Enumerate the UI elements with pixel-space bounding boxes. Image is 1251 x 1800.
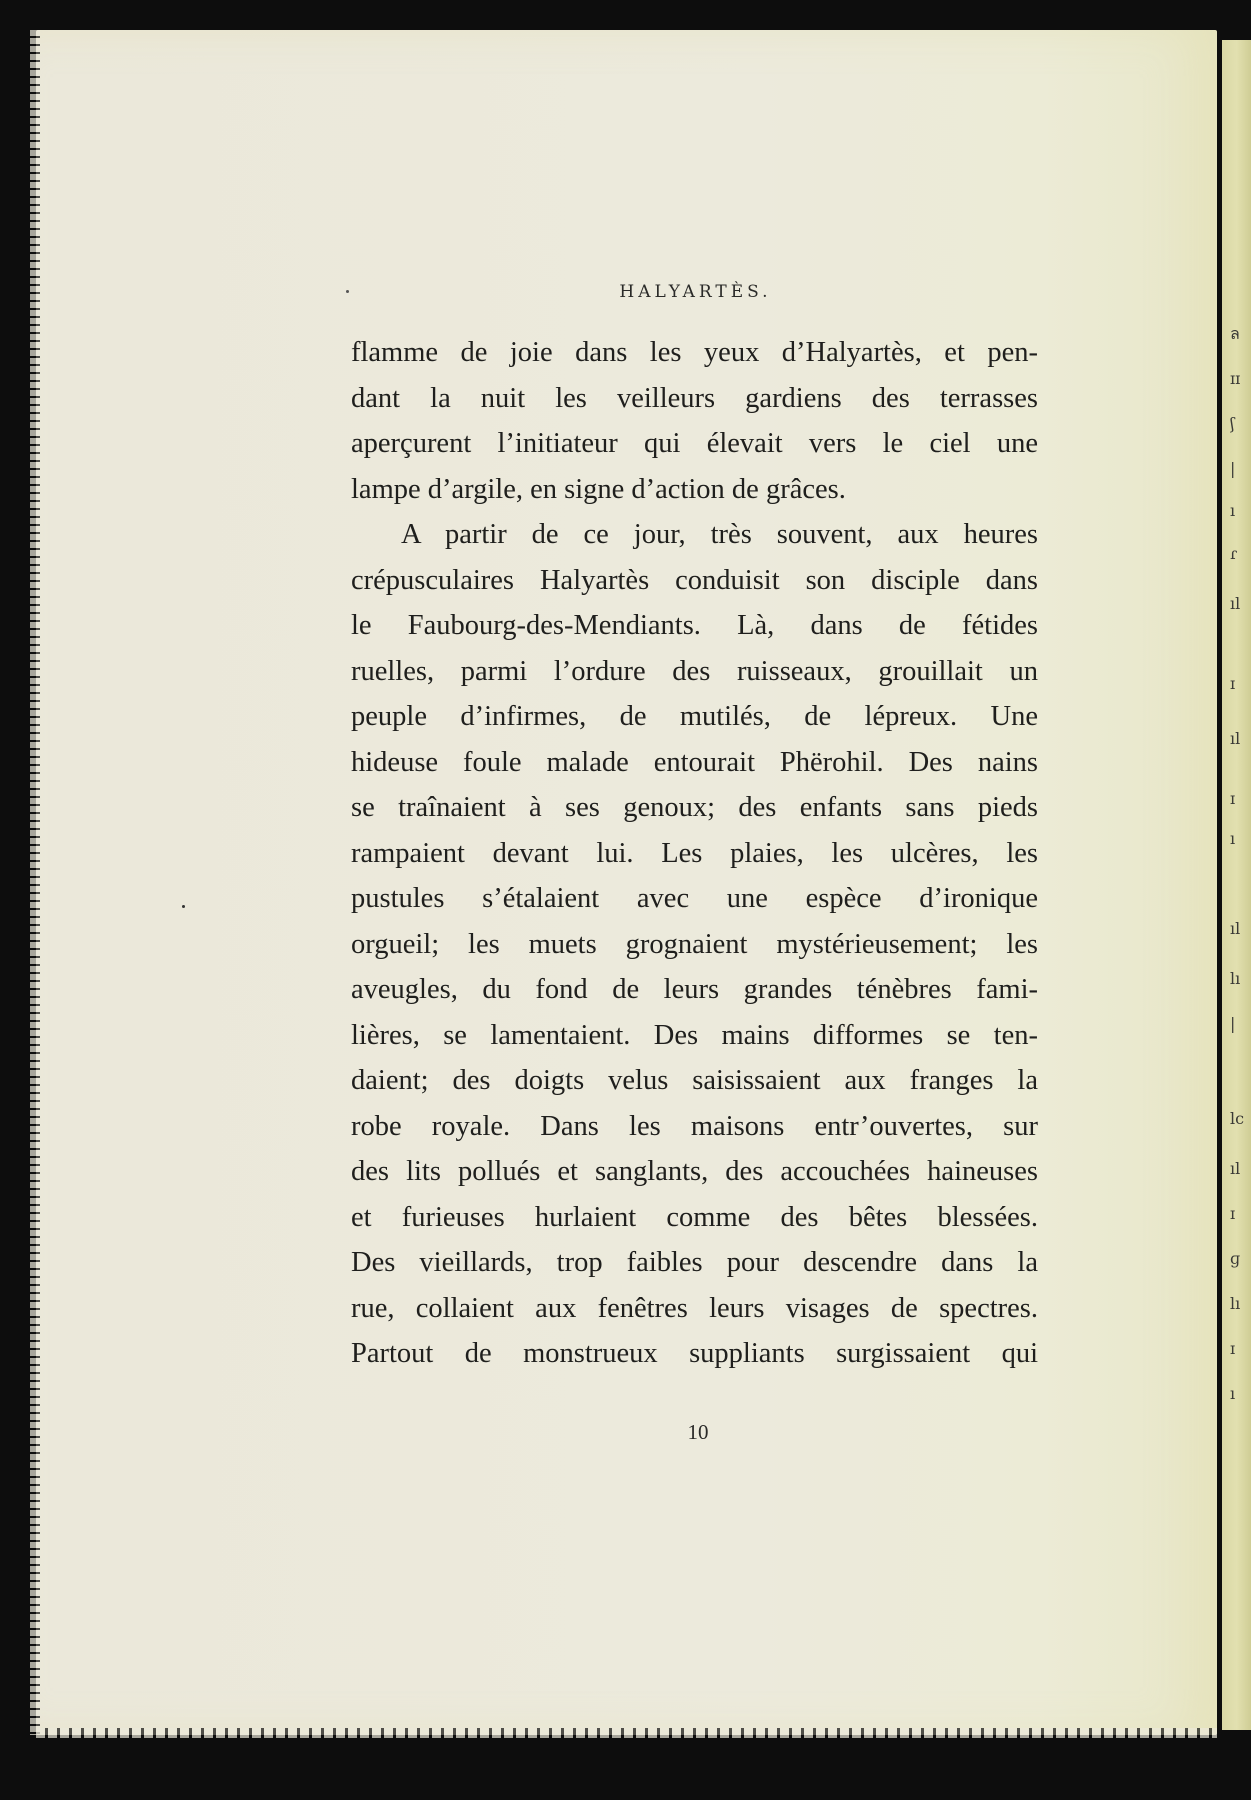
facing-page-glyph: ɡ (1230, 1250, 1241, 1268)
text-line: flamme de joie dans les yeux d’Halyartès, et pen- (351, 337, 1038, 368)
facing-page-glyph: ıl (1230, 595, 1241, 613)
facing-page-glyph: lc (1230, 1110, 1244, 1128)
page-number: 10 (687, 1420, 709, 1444)
text-line: le Faubourg-des-Mendiants. Là, dans de fétides (351, 610, 1038, 641)
text-line: lampe d’argile, en signe d’action de grâces. (351, 473, 846, 505)
facing-page-glyph: | (1230, 460, 1236, 478)
facing-page-glyph: ʃ (1230, 415, 1235, 433)
facing-page-glyph: | (1230, 1015, 1236, 1033)
text-line: et furieuses hurlaient comme des bêtes blessées. (351, 1201, 1038, 1233)
facing-page-glyph: ล (1230, 325, 1240, 343)
text-line: A partir de ce jour, très souvent, aux heures (401, 519, 1038, 550)
text-line: robe royale. Dans les maisons entr’ouvertes, sur (351, 1110, 1038, 1142)
facing-page-glyph: lı (1230, 1295, 1241, 1313)
text-line: peuple d’infirmes, de mutilés, de lépreux. Une (351, 701, 1038, 732)
running-head: HALYARTÈS. (619, 282, 772, 302)
facing-page-glyph: ı (1230, 1385, 1236, 1403)
body-text (351, 330, 1038, 1377)
text-line: Des vieillards, trop faibles pour descendre dans la (351, 1247, 1038, 1278)
text-line: pustules s’étalaient avec une espèce d’ironique (351, 883, 1038, 914)
text-line: Partout de monstrueux suppliants surgissaient qui (351, 1338, 1038, 1369)
facing-page-glyph: ɪ (1230, 675, 1236, 693)
facing-page-glyph: ı (1230, 830, 1236, 848)
facing-page-glyph: ıl (1230, 1160, 1241, 1178)
text-line: rue, collaient aux fenêtres leurs visages de spectres. (351, 1292, 1038, 1324)
page-bottom-edge (36, 1728, 1217, 1738)
facing-page-glyph: ɪ (1230, 1340, 1236, 1358)
facing-page-glyph: ɪ (1230, 1205, 1236, 1223)
facing-page-glyph: ıl (1230, 730, 1241, 748)
facing-page-glyph: ɾ (1230, 545, 1238, 563)
text-line: hideuse foule malade entourait Phërohil. Des nains (351, 746, 1038, 778)
text-line: aveugles, du fond de leurs grandes ténèbres fami- (351, 974, 1038, 1005)
text-line: aperçurent l’initiateur qui élevait vers le ciel une (351, 428, 1038, 459)
margin-speck (182, 905, 185, 908)
text-line: orgueil; les muets grognaient mystérieusement; les (351, 928, 1038, 960)
text-line: des lits pollués et sanglants, des accouchées haineuses (351, 1156, 1038, 1187)
text-line: crépusculaires Halyartès conduisit son disciple dans (351, 564, 1038, 596)
text-line: se traînaient à ses genoux; des enfants sans pieds (351, 792, 1038, 823)
text-line: dant la nuit les veilleurs gardiens des terrasses (351, 382, 1038, 414)
facing-page-glyph: ɪɪ (1230, 370, 1241, 388)
facing-page-glyph: ɪ (1230, 790, 1236, 808)
text-line: lières, se lamentaient. Des mains difformes se ten- (351, 1019, 1038, 1051)
facing-page-glyph: ıl (1230, 920, 1241, 938)
facing-page-glyph: lı (1230, 970, 1241, 988)
text-line: ruelles, parmi l’ordure des ruisseaux, grouillait un (351, 655, 1038, 687)
text-line: rampaient devant lui. Les plaies, les ulcères, les (351, 837, 1038, 869)
text-line: daient; des doigts velus saisissaient aux franges la (351, 1065, 1038, 1096)
facing-page-glyph: ı (1230, 502, 1236, 520)
